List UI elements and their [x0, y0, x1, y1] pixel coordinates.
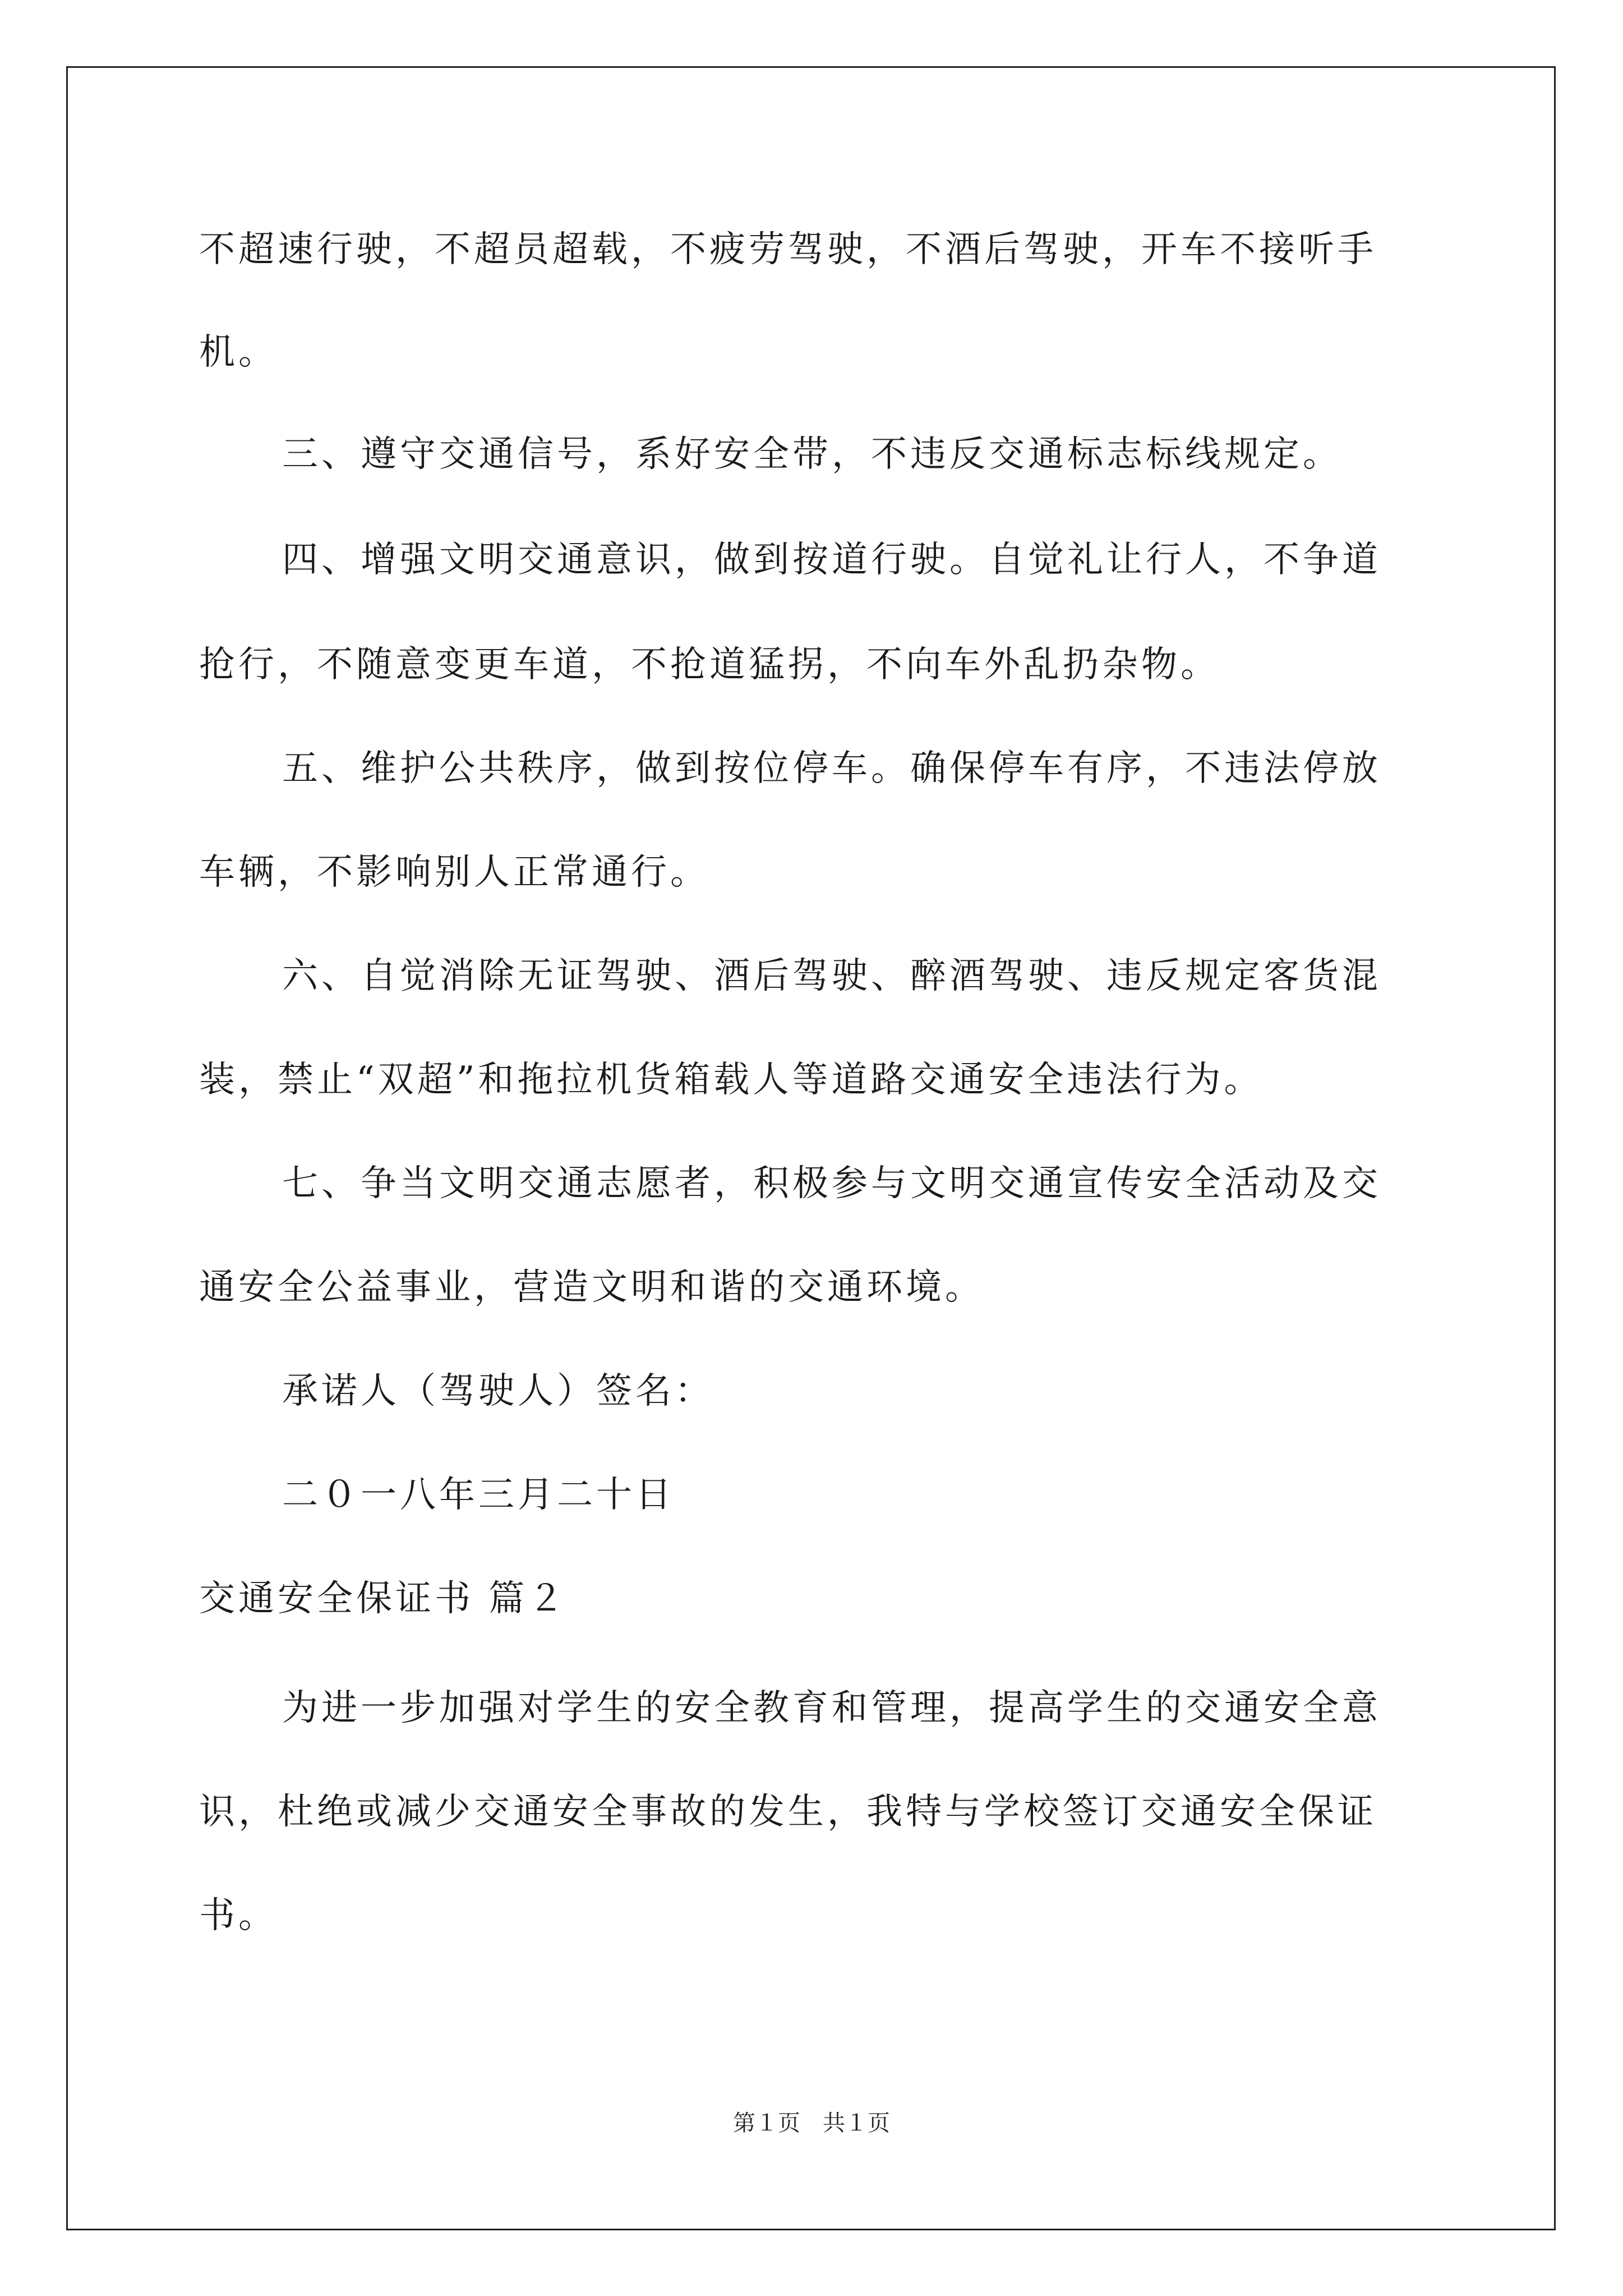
section-heading: 交通安全保证书 篇２	[199, 1578, 568, 1619]
page-border	[66, 66, 1556, 2230]
body-line: 七、争当文明交通志愿者，积极参与文明交通宣传安全活动及交	[282, 1163, 1381, 1204]
body-line: 书。	[199, 1895, 278, 1936]
body-line: 通安全公益事业，营造文明和谐的交通环境。	[199, 1267, 984, 1308]
body-line: 六、自觉消除无证驾驶、酒后驾驶、醉酒驾驶、违反规定客货混	[282, 955, 1381, 997]
body-line: 四、增强文明交通意识，做到按道行驶。自觉礼让行人，不争道	[282, 539, 1381, 581]
date-line: 二０一八年三月二十日	[282, 1474, 675, 1516]
body-line: 车辆，不影响别人正常通行。	[199, 852, 709, 893]
body-line: 抢行，不随意变更车道，不抢道猛拐，不向车外乱扔杂物。	[199, 644, 1220, 685]
body-line: 不超速行驶，不超员超载，不疲劳驾驶，不酒后驾驶，开车不接听手	[199, 229, 1377, 270]
page-footer: 第１页 共１页	[733, 2110, 890, 2136]
body-line: 装，禁止“双超”和拖拉机货箱载人等道路交通安全违法行为。	[199, 1059, 1264, 1101]
body-line: 三、遵守交通信号，系好安全带，不违反交通标志标线规定。	[282, 434, 1342, 475]
body-line: 五、维护公共秩序，做到按位停车。确保停车有序，不违法停放	[282, 748, 1381, 789]
signature-label: 承诺人（驾驶人）签名：	[282, 1370, 714, 1412]
body-line: 识，杜绝或减少交通安全事故的发生，我特与学校签订交通安全保证	[199, 1791, 1377, 1833]
body-line: 机。	[199, 332, 278, 373]
body-line: 为进一步加强对学生的安全教育和管理，提高学生的交通安全意	[282, 1687, 1381, 1729]
